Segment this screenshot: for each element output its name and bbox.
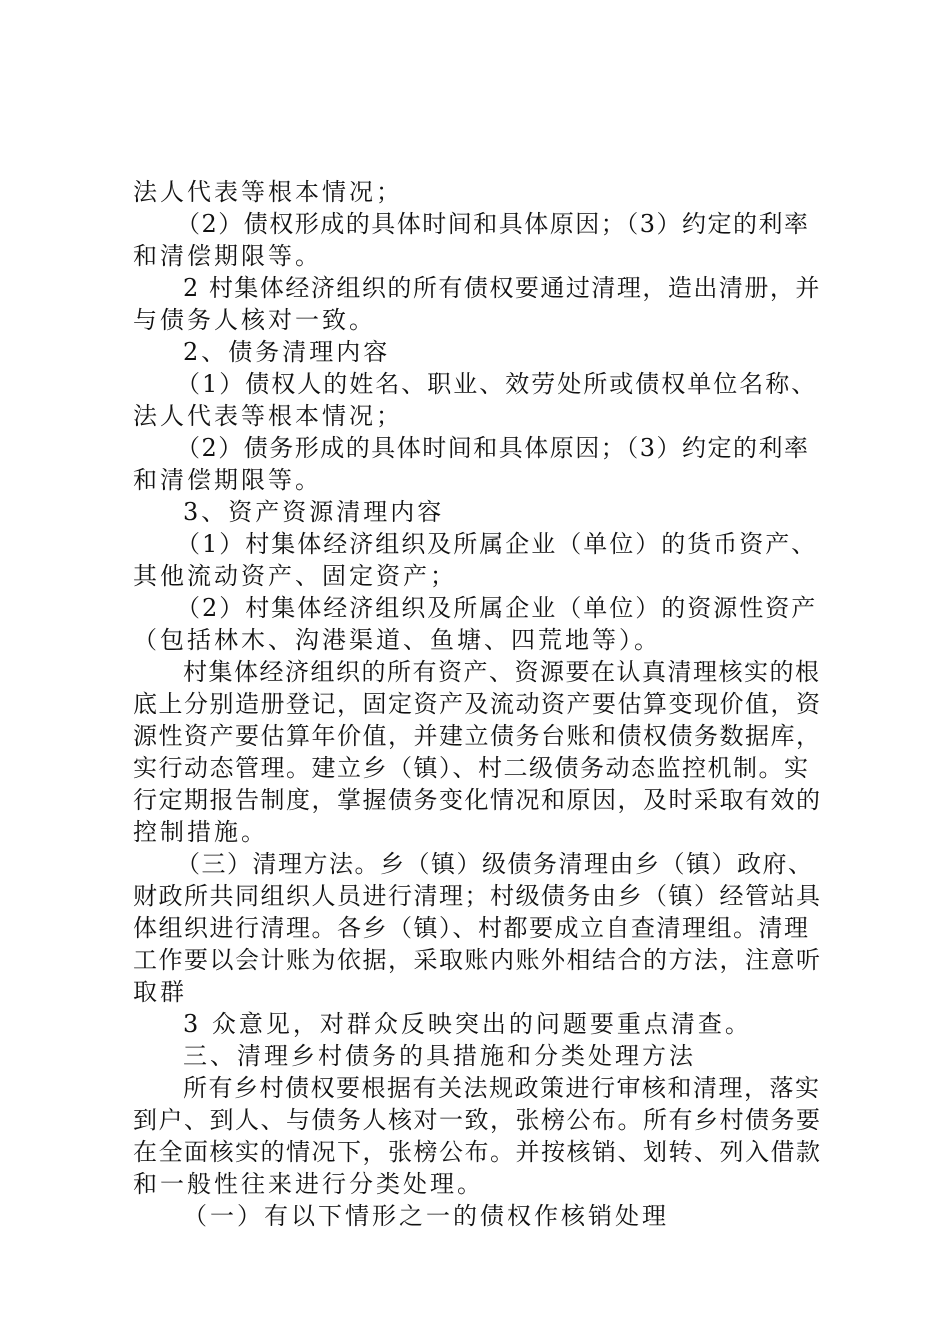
text-line: 底上分别造册登记，固定资产及流动资产要估算变现价值，资: [133, 690, 822, 718]
text-line: 行定期报告制度，掌握债务变化情况和原因，及时采取有效的: [133, 786, 822, 814]
text-line: 和一般性往来进行分类处理。: [133, 1170, 484, 1198]
text-line: （包括林木、沟港渠道、鱼塘、四荒地等）。: [133, 626, 661, 654]
text-line: 法人代表等根本情况；: [133, 178, 403, 206]
section-heading: 3、资产资源清理内容: [183, 498, 445, 526]
text-line: 和清偿期限等。: [133, 242, 322, 270]
text-line: （1）债权人的姓名、职业、效劳处所或债权单位名称、: [176, 370, 818, 398]
text-line: 3 众意见，对群众反映突出的问题要重点清查。: [183, 1010, 752, 1038]
text-line: 取群: [133, 978, 187, 1006]
text-line: 体组织进行清理。各乡（镇）、村都要成立自查清理组。清理: [133, 914, 810, 942]
text-line: 控制措施。: [133, 818, 268, 846]
text-line: 到户、到人、与债务人核对一致，张榜公布。所有乡村债务要: [133, 1106, 822, 1134]
text-line: 其他流动资产、固定资产；: [133, 562, 457, 590]
text-line: 所有乡村债权要根据有关法规政策进行审核和清理，落实: [183, 1074, 821, 1102]
text-line: 工作要以会计账为依据，采取账内账外相结合的方法，注意听: [133, 946, 822, 974]
text-line: 2 村集体经济组织的所有债权要通过清理，造出清册，并: [183, 274, 821, 302]
text-line: 实行动态管理。建立乡（镇）、村二级债务动态监控机制。实: [133, 754, 810, 782]
text-line: 源性资产要估算年价值，并建立债务台账和债权债务数据库，: [133, 722, 822, 750]
section-heading: （一）有以下情形之一的债权作核销处理: [183, 1202, 669, 1230]
text-line: （2）债权形成的具体时间和具体原因；（3）约定的利率: [176, 210, 810, 238]
text-line: 村集体经济组织的所有资产、资源要在认真清理核实的根: [183, 658, 821, 686]
section-heading: （三）清理方法。乡（镇）级债务清理由乡（镇）政府、: [176, 850, 814, 878]
text-line: 和清偿期限等。: [133, 466, 322, 494]
text-line: （2）债务形成的具体时间和具体原因；（3）约定的利率: [176, 434, 810, 462]
text-line: 法人代表等根本情况；: [133, 402, 403, 430]
text-line: （1）村集体经济组织及所属企业（单位）的货币资产、: [176, 530, 818, 558]
section-heading: 2、债务清理内容: [183, 338, 391, 366]
text-line: 与债务人核对一致。: [133, 306, 376, 334]
text-line: 在全面核实的情况下，张榜公布。并按核销、划转、列入借款: [133, 1138, 822, 1166]
text-line: 财政所共同组织人员进行清理；村级债务由乡（镇）经管站具: [133, 882, 822, 910]
section-heading: 三、清理乡村债务的具措施和分类处理方法: [183, 1042, 696, 1070]
text-line: （2）村集体经济组织及所属企业（单位）的资源性资产: [176, 594, 818, 622]
